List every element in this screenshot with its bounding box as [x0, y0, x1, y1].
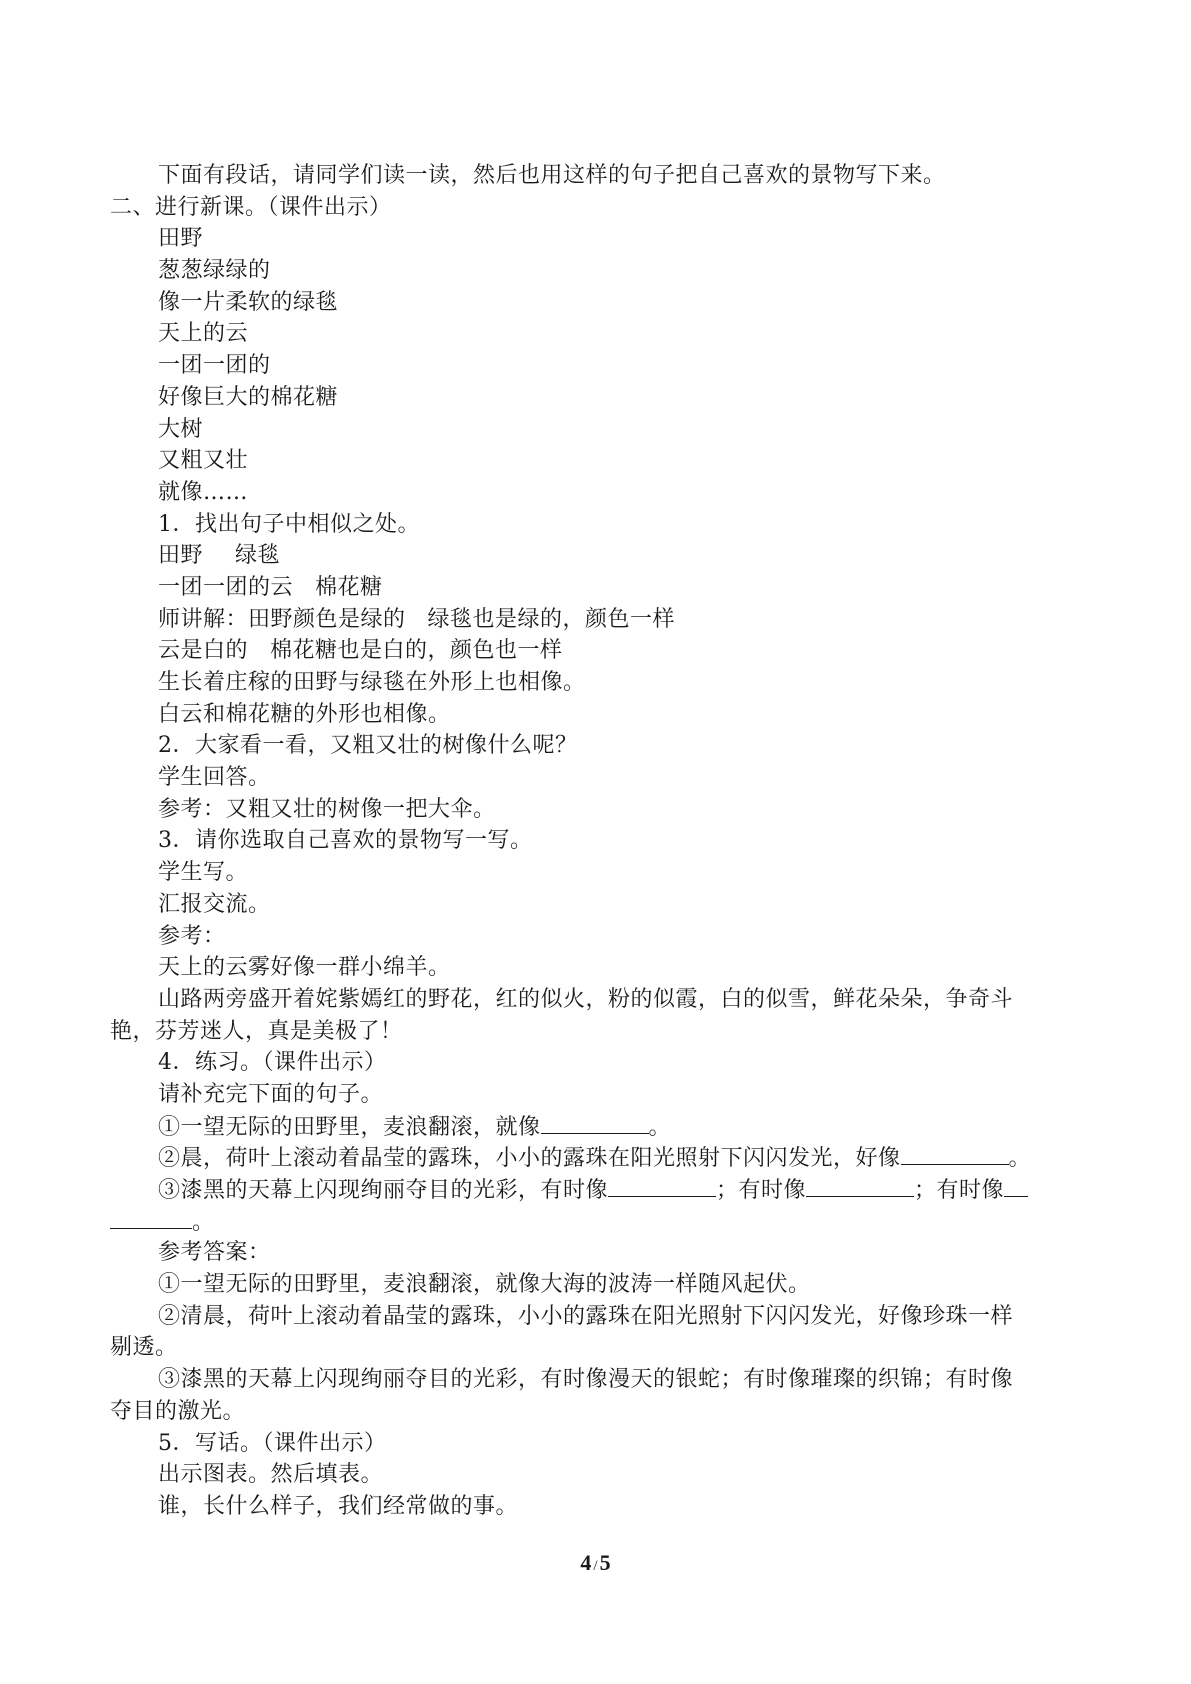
paragraph-line: 汇报交流。 [158, 891, 271, 917]
comparison-term: 绿毯 [235, 543, 281, 569]
page-current: 4 [580, 1550, 592, 1575]
comparison-term: 田野 [158, 543, 204, 569]
step-heading: 3．请你选取自己喜欢的景物写一写。 [158, 828, 533, 854]
fill-blank [608, 1174, 716, 1197]
poem-line: 天上的云 [158, 321, 249, 347]
exercise-text: ；有时像 [914, 1178, 1005, 1203]
comparison-term: 棉花糖 [315, 574, 383, 600]
paragraph-line: 学生写。 [158, 860, 249, 886]
section-heading: 二、进行新课。（课件出示） [110, 194, 392, 220]
fill-blank [901, 1142, 1009, 1165]
explanation-part: 棉花糖也是白的，颜色也一样 [270, 638, 563, 664]
exercise-text: ①一望无际的田野里，麦浪翻滚，就像 [158, 1114, 541, 1140]
poem-line: 大树 [158, 416, 204, 442]
poem-line: 田野 [158, 226, 204, 252]
paragraph-line: 白云和棉花糖的外形也相像。 [158, 701, 451, 727]
step-heading: 2．大家看一看，又粗又壮的树像什么呢？ [158, 733, 578, 759]
fill-blank [110, 1206, 192, 1229]
comparison-line [110, 572, 1090, 604]
step-heading: 1．找出句子中相似之处。 [158, 511, 420, 537]
exercise-text: 。 [192, 1209, 215, 1235]
exercise-line [110, 1174, 1090, 1206]
explanation-part: 师讲解：田野颜色是绿的 [158, 606, 406, 632]
exercise-text: ③漆黑的天幕上闪现绚丽夺目的光彩，有时像 [158, 1178, 609, 1203]
paragraph-line: 出示图表。然后填表。 [158, 1462, 384, 1488]
page-separator: / [593, 1558, 598, 1574]
paragraph-line: 天上的云雾好像一群小绵羊。 [158, 955, 451, 981]
answer-heading: 参考答案： [158, 1240, 271, 1266]
paragraph-line: 参考： [158, 923, 226, 949]
poem-line: 又粗又壮 [158, 448, 249, 474]
step-heading: 4．练习。（课件出示） [158, 1050, 387, 1076]
paragraph-line: 生长着庄稼的田野与绿毯在外形上也相像。 [158, 670, 586, 695]
paragraph-line: 谁，长什么样子，我们经常做的事。 [158, 1493, 519, 1519]
explanation-part: 云是白的 [158, 638, 249, 664]
answer-line: ③漆黑的天幕上闪现绚丽夺目的光彩，有时像漫天的银蛇；有时像璀璨的织锦；有时像 [158, 1367, 1014, 1393]
exercise-text: 。 [1008, 1146, 1032, 1172]
poem-line: 就像…… [158, 479, 249, 505]
answer-line: ②清晨，荷叶上滚动着晶莹的露珠，小小的露珠在阳光照射下闪闪发光，好像珍珠一样 [158, 1303, 1014, 1329]
exercise-text: ；有时像 [716, 1178, 807, 1203]
paragraph-line: 参考：又粗又壮的树像一把大伞。 [158, 796, 496, 822]
poem-line: 好像巨大的棉花糖 [158, 384, 339, 410]
paragraph-line: 山路两旁盛开着姹紫嫣红的野花，红的似火，粉的似霞，白的似雪，鲜花朵朵，争奇斗 [158, 986, 1014, 1012]
exercise-line [110, 1206, 1090, 1238]
page-number [0, 1550, 1191, 1576]
answer-line: 夺目的激光。 [110, 1398, 246, 1424]
exercise-text: ②晨，荷叶上滚动着晶莹的露珠，小小的露珠在阳光照射下闪闪发光，好像 [158, 1146, 901, 1172]
exercise-text: 。 [648, 1114, 672, 1140]
paragraph-line: 学生回答。 [158, 765, 271, 791]
page-total: 5 [599, 1550, 611, 1575]
fill-blank [1004, 1174, 1028, 1197]
fill-blank [806, 1174, 914, 1197]
document-body [110, 160, 1090, 1523]
poem-line: 一团一团的 [158, 353, 271, 379]
explanation-line [110, 635, 1090, 667]
paragraph-line: 艳，芬芳迷人，真是美极了！ [110, 1018, 403, 1044]
comparison-line [110, 540, 1090, 572]
explanation-part: 绿毯也是绿的，颜色一样 [427, 606, 676, 632]
paragraph-line: 请补充完下面的句子。 [158, 1081, 384, 1107]
poem-line: 葱葱绿绿的 [158, 258, 271, 284]
answer-line: ①一望无际的田野里，麦浪翻滚，就像大海的波涛一样随风起伏。 [158, 1272, 811, 1298]
comparison-term: 一团一团的云 [158, 574, 294, 600]
poem-line: 像一片柔软的绿毯 [158, 289, 339, 315]
answer-line: 剔透。 [110, 1335, 178, 1361]
explanation-line [110, 604, 1090, 636]
exercise-line [110, 1142, 1090, 1174]
fill-blank [541, 1111, 649, 1134]
paragraph-line: 下面有段话，请同学们读一读，然后也用这样的句子把自己喜欢的景物写下来。 [158, 163, 946, 188]
exercise-line [110, 1111, 1090, 1143]
step-heading: 5．写话。（课件出示） [158, 1430, 387, 1456]
